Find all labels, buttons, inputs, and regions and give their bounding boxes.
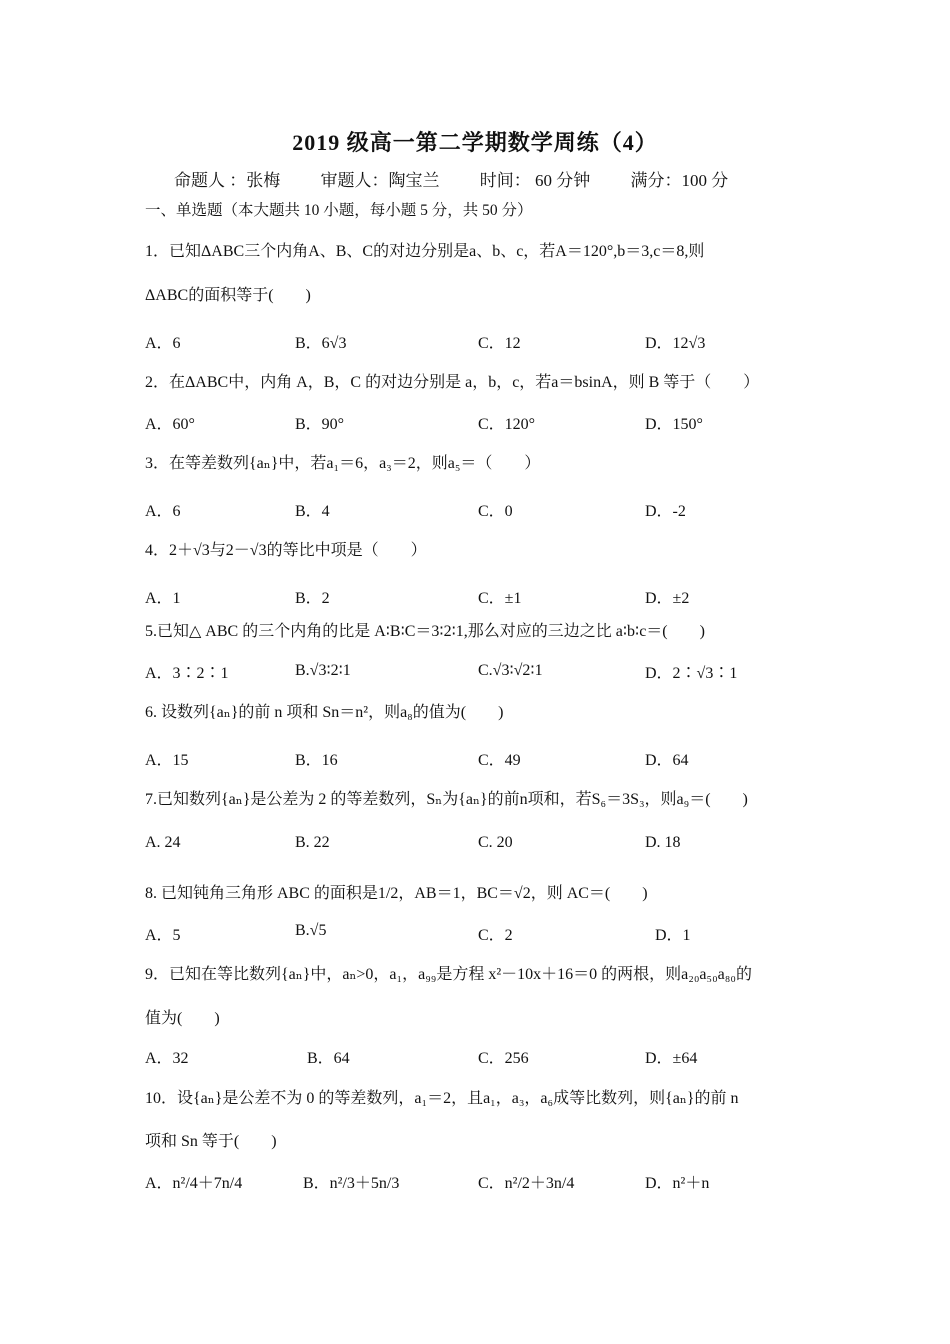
option-a[interactable]: A．1 [145,590,181,607]
question-6-options [145,747,825,773]
option-a[interactable]: A．6 [145,503,181,520]
option-c[interactable]: C.√3∶√2∶1 [478,662,543,679]
question-10-line-1: 10．设{aₙ}是公差不为 0 的等差数列，a₁＝2，且a₁，a₃，a₆成等比数列，则{aₙ}的前 n [145,1090,739,1107]
question-9-line-2: 值为( ) [145,1010,220,1027]
option-c[interactable]: C．49 [478,752,521,769]
question-8-line-1: 8. 已知钝角三角形 ABC 的面积是1/2，AB＝1，BC＝√2，则 AC＝( ) [145,885,648,902]
question-5-options [145,660,825,686]
option-c[interactable]: C．120° [478,416,536,433]
question-3-line-1: 3．在等差数列{aₙ}中，若a₁＝6，a₃＝2，则a₅＝（ ） [145,455,541,472]
question-9-options [145,1045,825,1071]
option-d[interactable]: D. 18 [645,834,681,851]
option-a[interactable]: A. 24 [145,834,181,851]
option-a[interactable]: A．6 [145,335,181,352]
question-7-line-1: 7.已知数列{aₙ}是公差为 2 的等差数列，Sₙ为{aₙ}的前n项和，若S₆＝3S₃，则a₉＝( ) [145,791,748,808]
reviewer-label: 审题人：陶宝兰 [320,171,440,190]
option-d[interactable]: D．-2 [645,503,686,520]
option-b[interactable]: B.√3∶2∶1 [295,662,351,679]
option-c[interactable]: C．±1 [478,590,522,607]
question-3-options [145,498,825,524]
question-1-options [145,330,825,356]
option-b[interactable]: B．4 [295,503,330,520]
question-10-options [145,1170,825,1196]
page-title: 2019 级高一第二学期数学周练（4） [292,130,658,155]
option-b[interactable]: B．16 [295,752,338,769]
question-1-line-1: 1．已知ΔABC三个内角A、B、C的对边分别是a、b、c，若A＝120°,b＝3,c＝8,则 [145,243,705,260]
option-c[interactable]: C．2 [478,927,513,944]
option-a[interactable]: A．60° [145,416,195,433]
question-2-options [145,411,825,437]
author-label: 命题人 ：张梅 [174,171,281,190]
question-10-line-2: 项和 Sn 等于( ) [145,1133,277,1150]
option-b[interactable]: B．2 [295,590,330,607]
option-d[interactable]: D．n²＋n [645,1175,710,1192]
question-2-line-1: 2．在ΔABC中，内角 A，B，C 的对边分别是 a，b，c，若a＝bsinA，则 B 等于（ ） [145,374,760,391]
option-d[interactable]: D．12√3 [645,335,706,352]
question-6-line-1: 6. 设数列{aₙ}的前 n 项和 Sn＝n²，则a₈的值为( ) [145,704,504,721]
option-d[interactable]: D．150° [645,416,703,433]
option-a[interactable]: A．n²/4＋7n/4 [145,1175,243,1192]
option-b[interactable]: B．90° [295,416,345,433]
exam-meta [174,166,764,191]
option-b[interactable]: B.√5 [295,922,327,939]
option-d[interactable]: D．±2 [645,590,690,607]
question-1-line-2: ΔABC的面积等于( ) [145,287,311,304]
option-a[interactable]: A．15 [145,752,189,769]
option-c[interactable]: C．n²/2＋3n/4 [478,1175,575,1192]
question-8-options [145,922,825,948]
question-4-line-1: 4．2＋√3与2－√3的等比中项是（ ） [145,542,427,559]
option-d[interactable]: D．2∶√3∶1 [645,665,738,682]
question-4-options [145,585,825,611]
option-d[interactable]: D．±64 [645,1050,698,1067]
question-9-line-1: 9．已知在等比数列{aₙ}中，aₙ>0，a₁，a₉₉是方程 x²－10x＋16＝0 的两根，则a₂₀a₅₀a₈₀的 [145,966,752,983]
question-5-line-1: 5.已知△ ABC 的三个内角的比是 A∶B∶C＝3∶2∶1,那么对应的三边之比 a∶b∶c＝( ) [145,623,705,640]
option-b[interactable]: B．n²/3＋5n/3 [303,1175,400,1192]
option-c[interactable]: C．12 [478,335,521,352]
question-7-options [145,834,825,860]
option-a[interactable]: A．32 [145,1050,189,1067]
option-a[interactable]: A．3∶2∶1 [145,665,229,682]
option-b[interactable]: B．64 [307,1050,350,1067]
option-b[interactable]: B．6√3 [295,335,347,352]
time-label: 时间： 60 分钟 [479,171,591,190]
option-c[interactable]: C．256 [478,1050,529,1067]
option-b[interactable]: B. 22 [295,834,330,851]
score-label: 满分：100 分 [630,171,729,190]
option-a[interactable]: A．5 [145,927,181,944]
section-heading: 一、单选题（本大题共 10 小题，每小题 5 分，共 50 分） [145,202,533,219]
option-d[interactable]: D．64 [645,752,689,769]
option-d[interactable]: D．1 [655,927,691,944]
option-c[interactable]: C. 20 [478,834,513,851]
option-c[interactable]: C．0 [478,503,513,520]
